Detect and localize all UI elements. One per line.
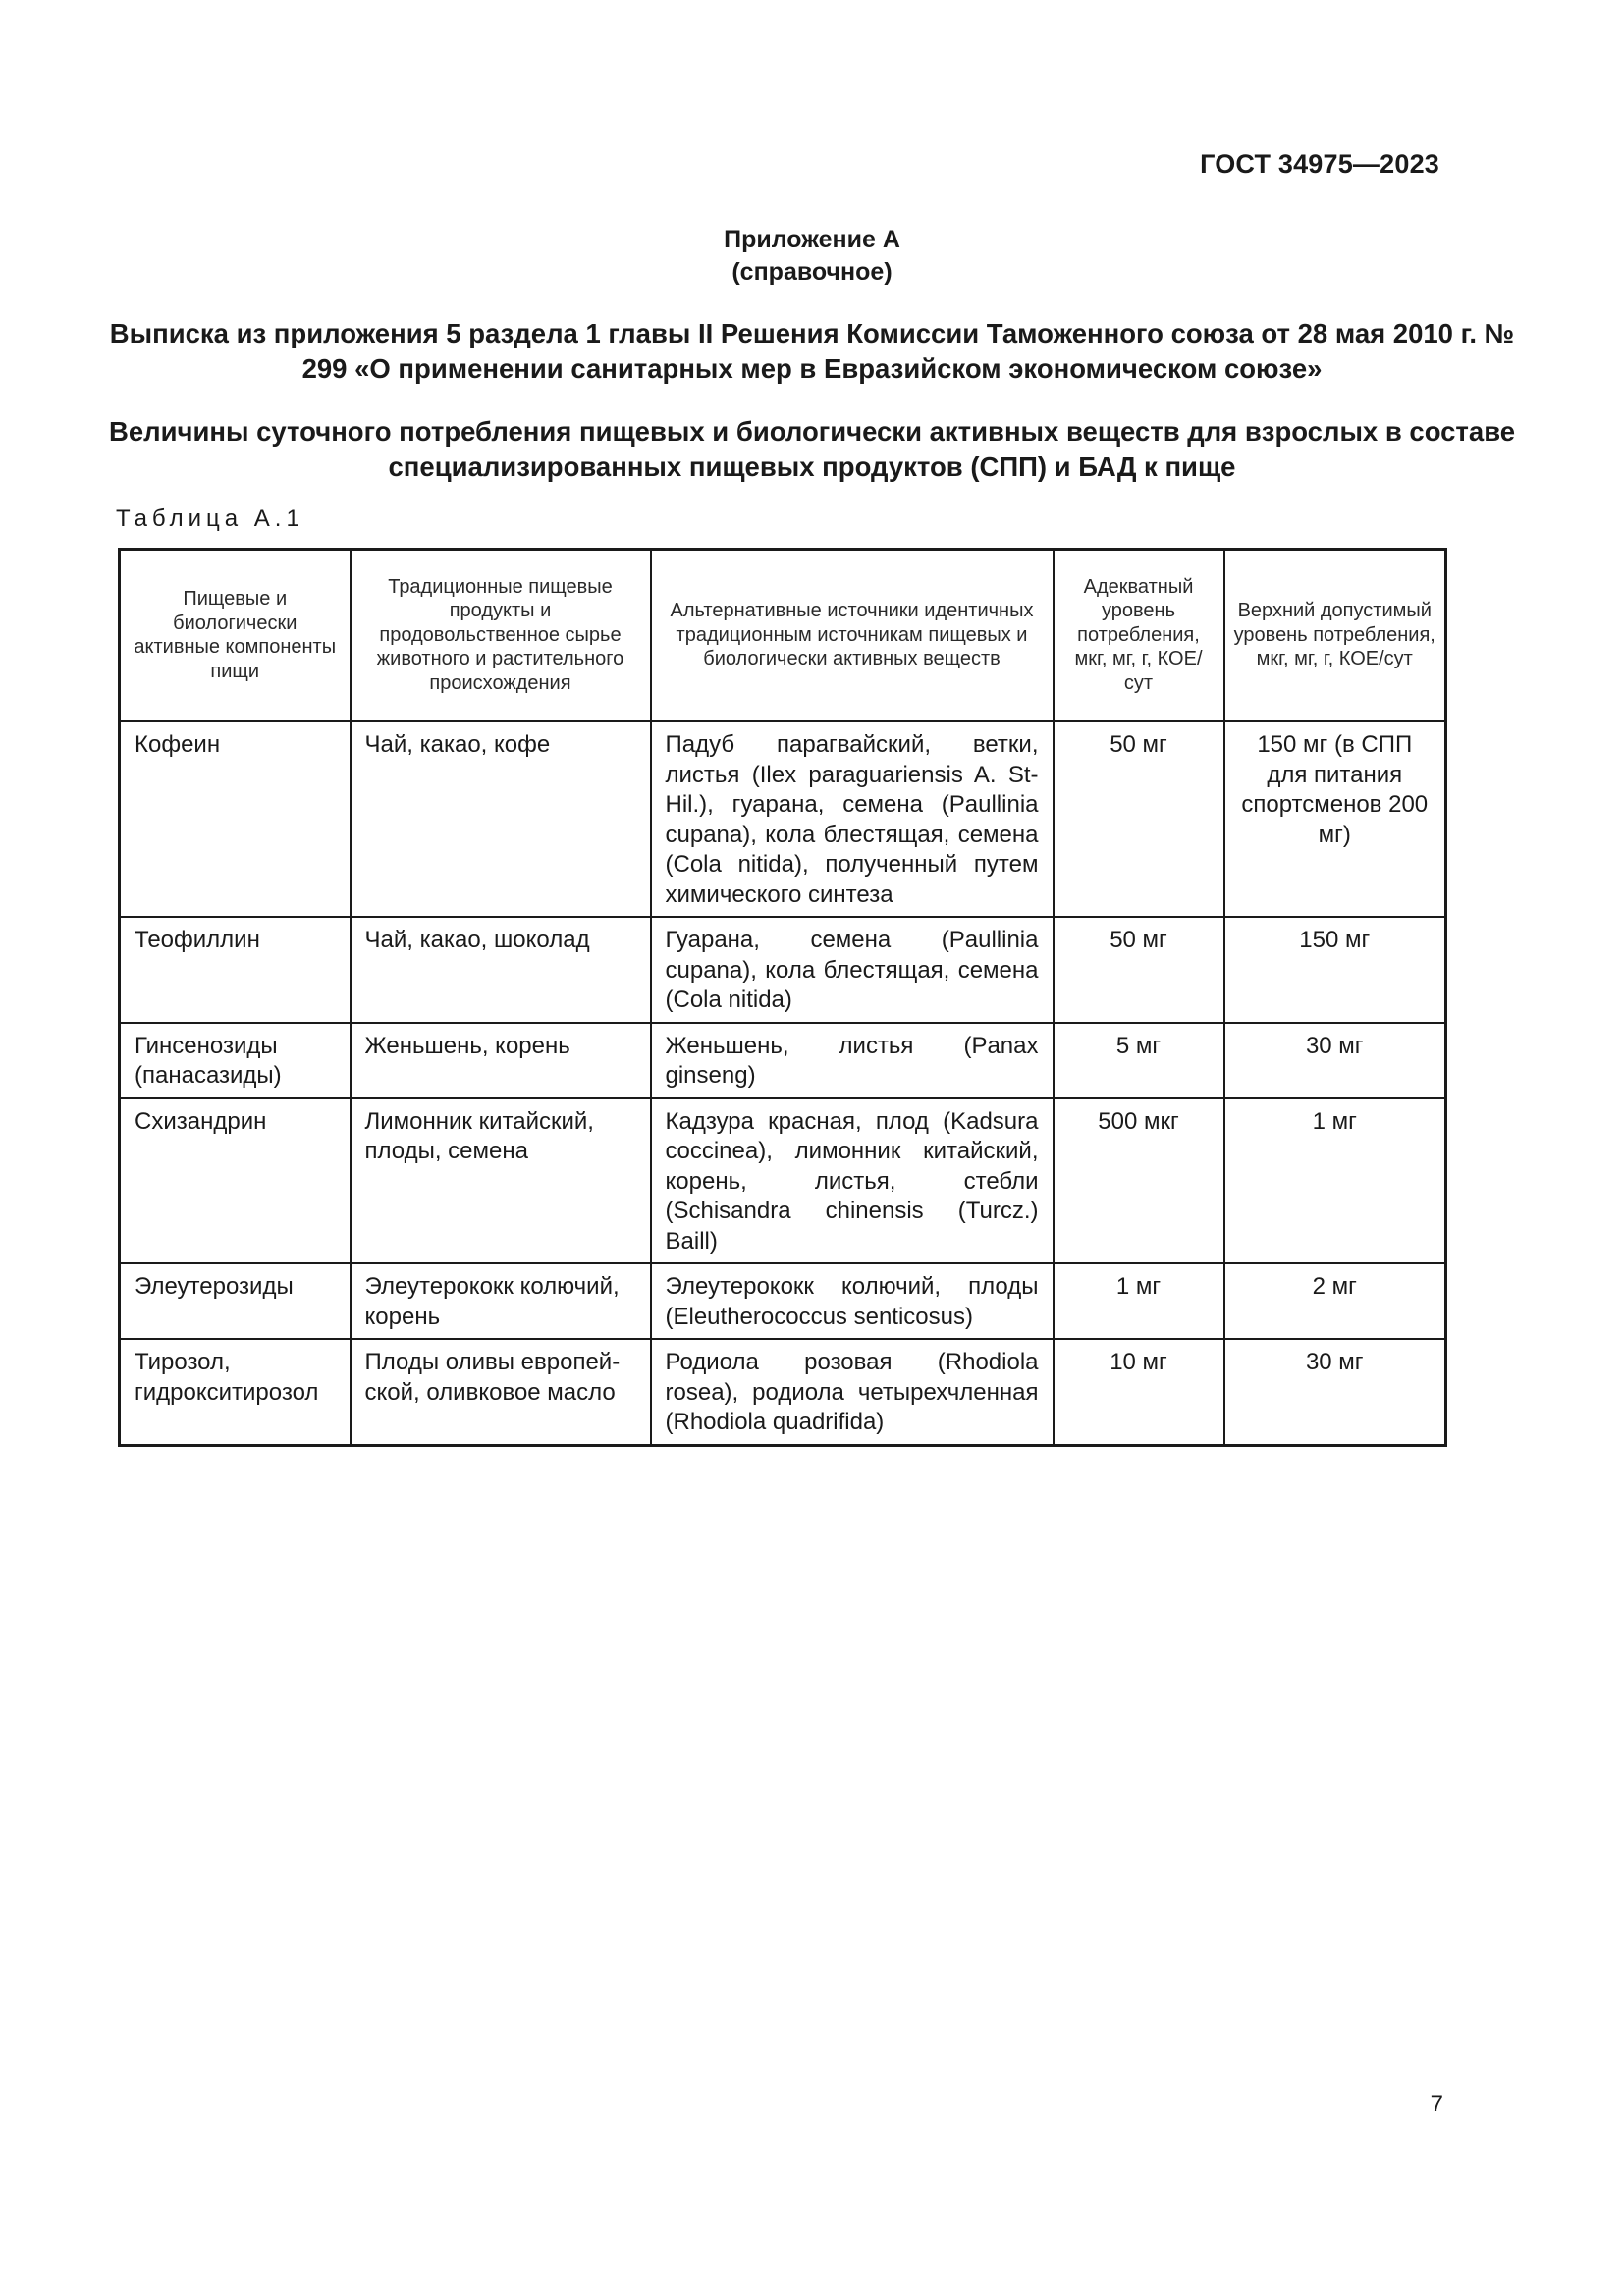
table-row bbox=[120, 1263, 1446, 1339]
table-header-row bbox=[120, 550, 1446, 721]
cell-upper: 150 мг bbox=[1224, 917, 1446, 1023]
cell-upper: 30 мг bbox=[1224, 1339, 1446, 1445]
table-row bbox=[120, 1339, 1446, 1445]
cell-traditional: Женьшень, корень bbox=[351, 1023, 651, 1098]
cell-component: Элеутерозиды bbox=[120, 1263, 351, 1339]
cell-adequate: 5 мг bbox=[1054, 1023, 1224, 1098]
intake-table bbox=[118, 548, 1447, 1447]
table-title: Величины суточного потребления пищевых и биологически активных веществ для взрослых в составе специализированных пищевых продуктов (СПП) и БАД к пище bbox=[108, 416, 1516, 482]
cell-traditional: Чай, какао, шоколад bbox=[351, 917, 651, 1023]
header-upper-level: Верхний допустимый уровень потребления, мкг, мг, г, КОЕ/сут bbox=[1224, 550, 1446, 721]
header-traditional-sources: Традиционные пищевые продукты и продовольственное сырье животного и растительного происхождения bbox=[351, 550, 651, 721]
cell-alternative: Родиола розовая (Rhodiola rosea), родиола четырехчленная (Rhodiola quadrifida) bbox=[651, 1339, 1054, 1445]
cell-traditional: Элеутерококк колючий, корень bbox=[351, 1263, 651, 1339]
cell-upper: 150 мг (в СПП для питания спортсменов 200 мг) bbox=[1224, 721, 1446, 918]
cell-alternative: Падуб парагвайский, ветки, листья (Ilex paraguariensis A. St-Hil.), гуарана, семена (Paullinia cupana), кола блестящая, семена (Cola nitida), полученный путем химического синтеза bbox=[651, 721, 1054, 918]
cell-adequate: 50 мг bbox=[1054, 721, 1224, 918]
table-row bbox=[120, 1098, 1446, 1264]
cell-alternative: Гуарана, семена (Paullinia cupana), кола блестящая, семена (Cola nitida) bbox=[651, 917, 1054, 1023]
table-row bbox=[120, 1023, 1446, 1098]
document-number: ГОСТ 34975—2023 bbox=[1200, 149, 1439, 179]
cell-component: Кофеин bbox=[120, 721, 351, 918]
appendix-title: Приложение А bbox=[724, 226, 900, 253]
cell-adequate: 1 мг bbox=[1054, 1263, 1224, 1339]
cell-traditional: Плоды оливы европейской, оливковое масло bbox=[351, 1339, 651, 1445]
cell-component: Гинсенозиды (панасазиды) bbox=[120, 1023, 351, 1098]
table-label: Таблица А.1 bbox=[116, 506, 304, 532]
cell-upper: 1 мг bbox=[1224, 1098, 1446, 1264]
header-component: Пищевые и биологически активные компоненты пищи bbox=[120, 550, 351, 721]
extract-title: Выписка из приложения 5 раздела 1 главы II Решения Комиссии Таможенного союза от 28 мая 2010 г. № 299 «О применении санитарных мер в Евразийском экономическом союзе» bbox=[109, 318, 1515, 384]
page-number: 7 bbox=[1430, 2091, 1443, 2117]
cell-adequate: 50 мг bbox=[1054, 917, 1224, 1023]
header-adequate-level: Адекватный уровень потребления, мкг, мг, г, КОЕ/сут bbox=[1054, 550, 1224, 721]
appendix-subtitle: (справочное) bbox=[731, 258, 893, 286]
cell-alternative: Элеутерококк колючий, плоды (Eleutherococcus senticosus) bbox=[651, 1263, 1054, 1339]
cell-traditional: Чай, какао, кофе bbox=[351, 721, 651, 918]
cell-adequate: 10 мг bbox=[1054, 1339, 1224, 1445]
table-row bbox=[120, 721, 1446, 918]
cell-upper: 30 мг bbox=[1224, 1023, 1446, 1098]
cell-adequate: 500 мкг bbox=[1054, 1098, 1224, 1264]
cell-traditional: Лимонник китайский, плоды, семена bbox=[351, 1098, 651, 1264]
appendix-heading bbox=[0, 224, 1624, 289]
table-row bbox=[120, 917, 1446, 1023]
cell-component: Тирозол, гидрокситирозол bbox=[120, 1339, 351, 1445]
header-alternative-sources: Альтернативные источники идентичных традиционным источникам пищевых и биологически активных веществ bbox=[651, 550, 1054, 721]
cell-component: Теофиллин bbox=[120, 917, 351, 1023]
cell-alternative: Женьшень, листья (Panax ginseng) bbox=[651, 1023, 1054, 1098]
cell-upper: 2 мг bbox=[1224, 1263, 1446, 1339]
cell-alternative: Кадзура красная, плод (Kadsura coccinea), лимонник китайский, корень, листья, стебли (Schisandra chinensis (Turcz.) Baill) bbox=[651, 1098, 1054, 1264]
cell-component: Схизандрин bbox=[120, 1098, 351, 1264]
